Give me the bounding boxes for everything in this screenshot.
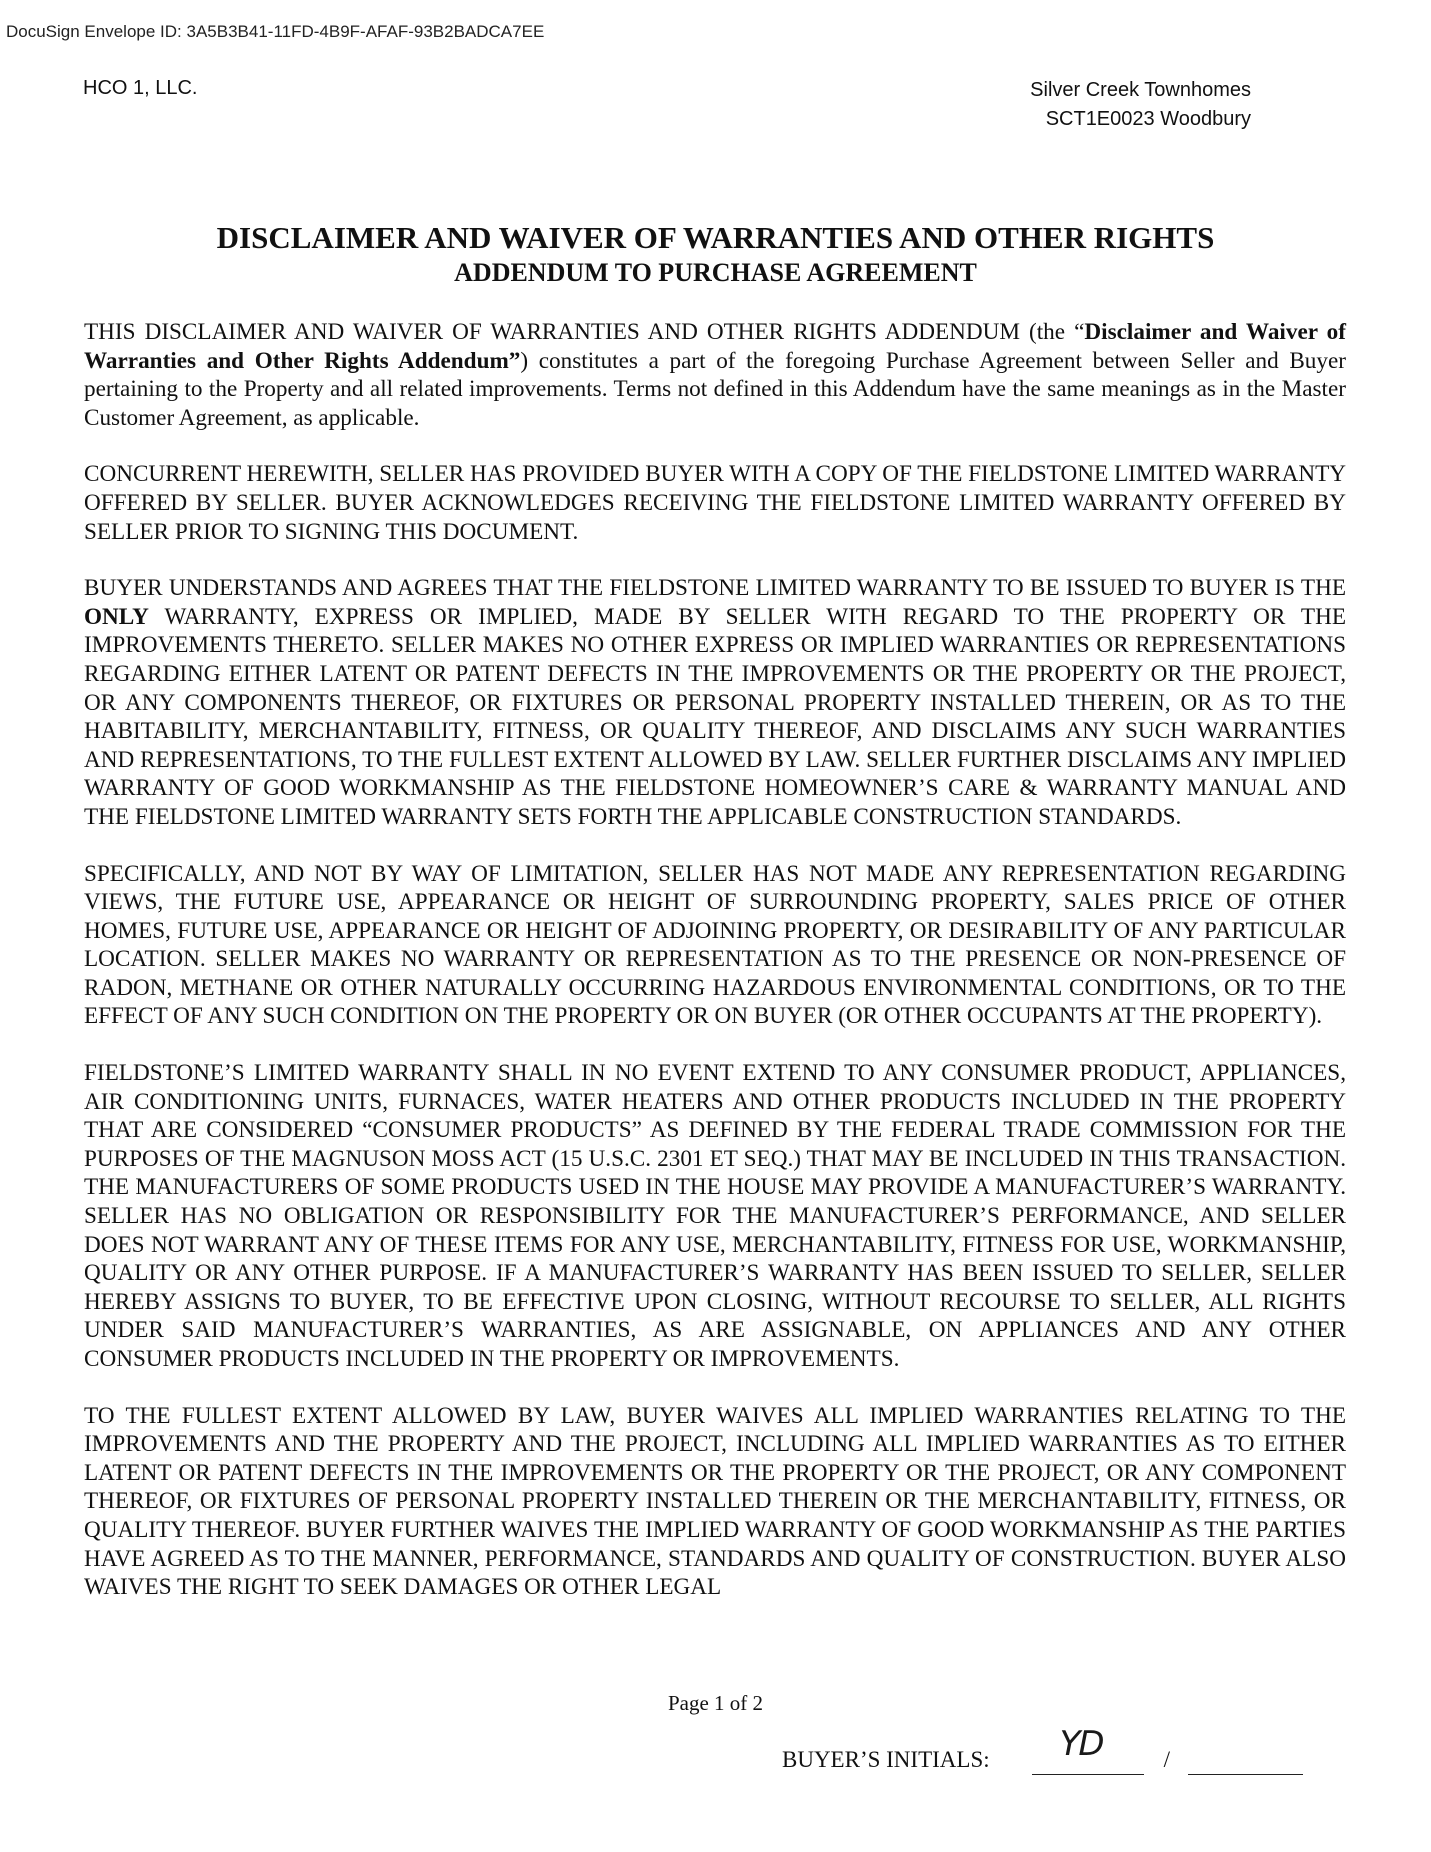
document-title: DISCLAIMER AND WAIVER OF WARRANTIES AND OTHER RIGHTS — [216, 220, 1215, 255]
property-info — [1030, 76, 1251, 134]
initials-field-1[interactable] — [1032, 1724, 1144, 1775]
document-body — [84, 318, 1346, 1602]
document-subtitle: ADDENDUM TO PURCHASE AGREEMENT — [454, 258, 977, 287]
docusign-envelope-id: DocuSign Envelope ID: 3A5B3B41-11FD-4B9F-AFAF-93B2BADCA7EE — [6, 22, 545, 41]
paragraph-intro: THIS DISCLAIMER AND WAIVER OF WARRANTIES AND OTHER RIGHTS ADDENDUM (the “Disclaimer and Waiver of Warranties and Other Rights Addendum”) constitutes a part of the foregoing Purchase Agreement between Seller and Buyer pertaining to the Property and all related improvements. Terms not defined in this Addendum have the same meanings as in the Master Customer Agreement, as applicable. — [84, 319, 1346, 431]
handwritten-initials: YD — [1059, 1724, 1103, 1764]
lot-number: SCT1E0023 Woodbury — [1045, 108, 1251, 130]
paragraph-waiver: TO THE FULLEST EXTENT ALLOWED BY LAW, BUYER WAIVES ALL IMPLIED WARRANTIES RELATING TO THE IMPROVEMENTS AND THE PROPERTY AND THE PROJECT, INCLUDING ALL IMPLIED WARRANTIES AS TO EITHER LATENT OR PATENT DEFECTS IN THE IMPROVEMENTS OR THE PROPERTY OR THE PROJECT, OR ANY COMPONENT THEREOF, OR FIXTURES OF PERSONAL PROPERTY INSTALLED THEREIN OR THE MERCHANTABILITY, FITNESS, OR QUALITY THEREOF. BUYER FURTHER WAIVES THE IMPLIED WARRANTY OF GOOD WORKMANSHIP AS THE PARTIES HAVE AGREED AS TO THE MANNER, PERFORMANCE, STANDARDS AND QUALITY OF CONSTRUCTION. BUYER ALSO WAIVES THE RIGHT TO SEEK DAMAGES OR OTHER LEGAL — [84, 1402, 1346, 1601]
initials-separator: / — [1163, 1747, 1171, 1772]
project-name: Silver Creek Townhomes — [1030, 79, 1251, 101]
initials-field-2[interactable] — [1188, 1738, 1303, 1775]
paragraph-concurrent: CONCURRENT HEREWITH, SELLER HAS PROVIDED BUYER WITH A COPY OF THE FIELDSTONE LIMITED WARRANTY OFFERED BY SELLER. BUYER ACKNOWLEDGES RECEIVING THE FIELDSTONE LIMITED WARRANTY OFFERED BY SELLER PRIOR TO SIGNING THIS DOCUMENT. — [84, 461, 1347, 545]
defined-term: Disclaimer and Waiver of Warranties and Other Rights Addendum” — [84, 319, 1346, 374]
paragraph-understands: BUYER UNDERSTANDS AND AGREES THAT THE FIELDSTONE LIMITED WARRANTY TO BE ISSUED TO BUYER IS THE ONLY WARRANTY, EXPRESS OR IMPLIED, MADE BY SELLER WITH REGARD TO THE PROPERTY OR THE IMPROVEMENTS THERETO. SELLER MAKES NO OTHER EXPRESS OR IMPLIED WARRANTIES OR REPRESENTATIONS REGARDING EITHER LATENT OR PATENT DEFECTS IN THE IMPROVEMENTS OR THE PROPERTY OR THE PROJECT, OR ANY COMPONENTS THEREOF, OR FIXTURES OR PERSONAL PROPERTY INSTALLED THEREIN, OR AS TO THE HABITABILITY, MERCHANTABILITY, FITNESS, OR QUALITY THEREOF, AND DISCLAIMS ANY SUCH WARRANTIES AND REPRESENTATIONS, TO THE FULLEST EXTENT ALLOWED BY LAW. SELLER FURTHER DISCLAIMS ANY IMPLIED WARRANTY OF GOOD WORKMANSHIP AS THE FIELDSTONE HOMEOWNER’S CARE & WARRANTY MANUAL AND THE FIELDSTONE LIMITED WARRANTY SETS FORTH THE APPLICABLE CONSTRUCTION STANDARDS. — [84, 575, 1346, 830]
paragraph-specifically: SPECIFICALLY, AND NOT BY WAY OF LIMITATION, SELLER HAS NOT MADE ANY REPRESENTATION REGARDING VIEWS, THE FUTURE USE, APPEARANCE OR HEIGHT OF SURROUNDING PROPERTY, SALES PRICE OF OTHER HOMES, FUTURE USE, APPEARANCE OR HEIGHT OF ADJOINING PROPERTY, OR DESIRABILITY OF ANY PARTICULAR LOCATION. SELLER MAKES NO WARRANTY OR REPRESENTATION AS TO THE PRESENCE OR NON-PRESENCE OF RADON, METHANE OR OTHER NATURALLY OCCURRING HAZARDOUS ENVIRONMENTAL CONDITIONS, OR TO THE EFFECT OF ANY SUCH CONDITION ON THE PROPERTY OR ON BUYER (OR OTHER OCCUPANTS AT THE PROPERTY). — [84, 860, 1346, 1030]
seller-name: HCO 1, LLC. — [83, 77, 198, 99]
buyer-initials-block — [782, 1724, 1303, 1775]
page-number: Page 1 of 2 — [667, 1691, 764, 1715]
initials-label: BUYER’S INITIALS: — [782, 1747, 990, 1772]
paragraph-consumer-products: FIELDSTONE’S LIMITED WARRANTY SHALL IN NO EVENT EXTEND TO ANY CONSUMER PRODUCT, APPLIANCES, AIR CONDITIONING UNITS, FURNACES, WATER HEATERS AND OTHER PRODUCTS INCLUDED IN THE PROPERTY THAT ARE CONSIDERED “CONSUMER PRODUCTS” AS DEFINED BY THE FEDERAL TRADE COMMISSION FOR THE PURPOSES OF THE MAGNUSON MOSS ACT (15 U.S.C. 2301 ET SEQ.) THAT MAY BE INCLUDED IN THIS TRANSACTION. THE MANUFACTURERS OF SOME PRODUCTS USED IN THE HOUSE MAY PROVIDE A MANUFACTURER’S WARRANTY. SELLER HAS NO OBLIGATION OR RESPONSIBILITY FOR THE MANUFACTURER’S PERFORMANCE, AND SELLER DOES NOT WARRANT ANY OF THESE ITEMS FOR ANY USE, MERCHANTABILITY, FITNESS FOR USE, WORKMANSHIP, QUALITY OR ANY OTHER PURPOSE. IF A MANUFACTURER’S WARRANTY HAS BEEN ISSUED TO SELLER, SELLER HEREBY ASSIGNS TO BUYER, TO BE EFFECTIVE UPON CLOSING, WITHOUT RECOURSE TO SELLER, ALL RIGHTS UNDER SAID MANUFACTURER’S WARRANTIES, AS ARE ASSIGNABLE, ON APPLIANCES AND ANY OTHER CONSUMER PRODUCTS INCLUDED IN THE PROPERTY OR IMPROVEMENTS. — [84, 1060, 1346, 1372]
emphasis-only: ONLY — [84, 603, 149, 630]
